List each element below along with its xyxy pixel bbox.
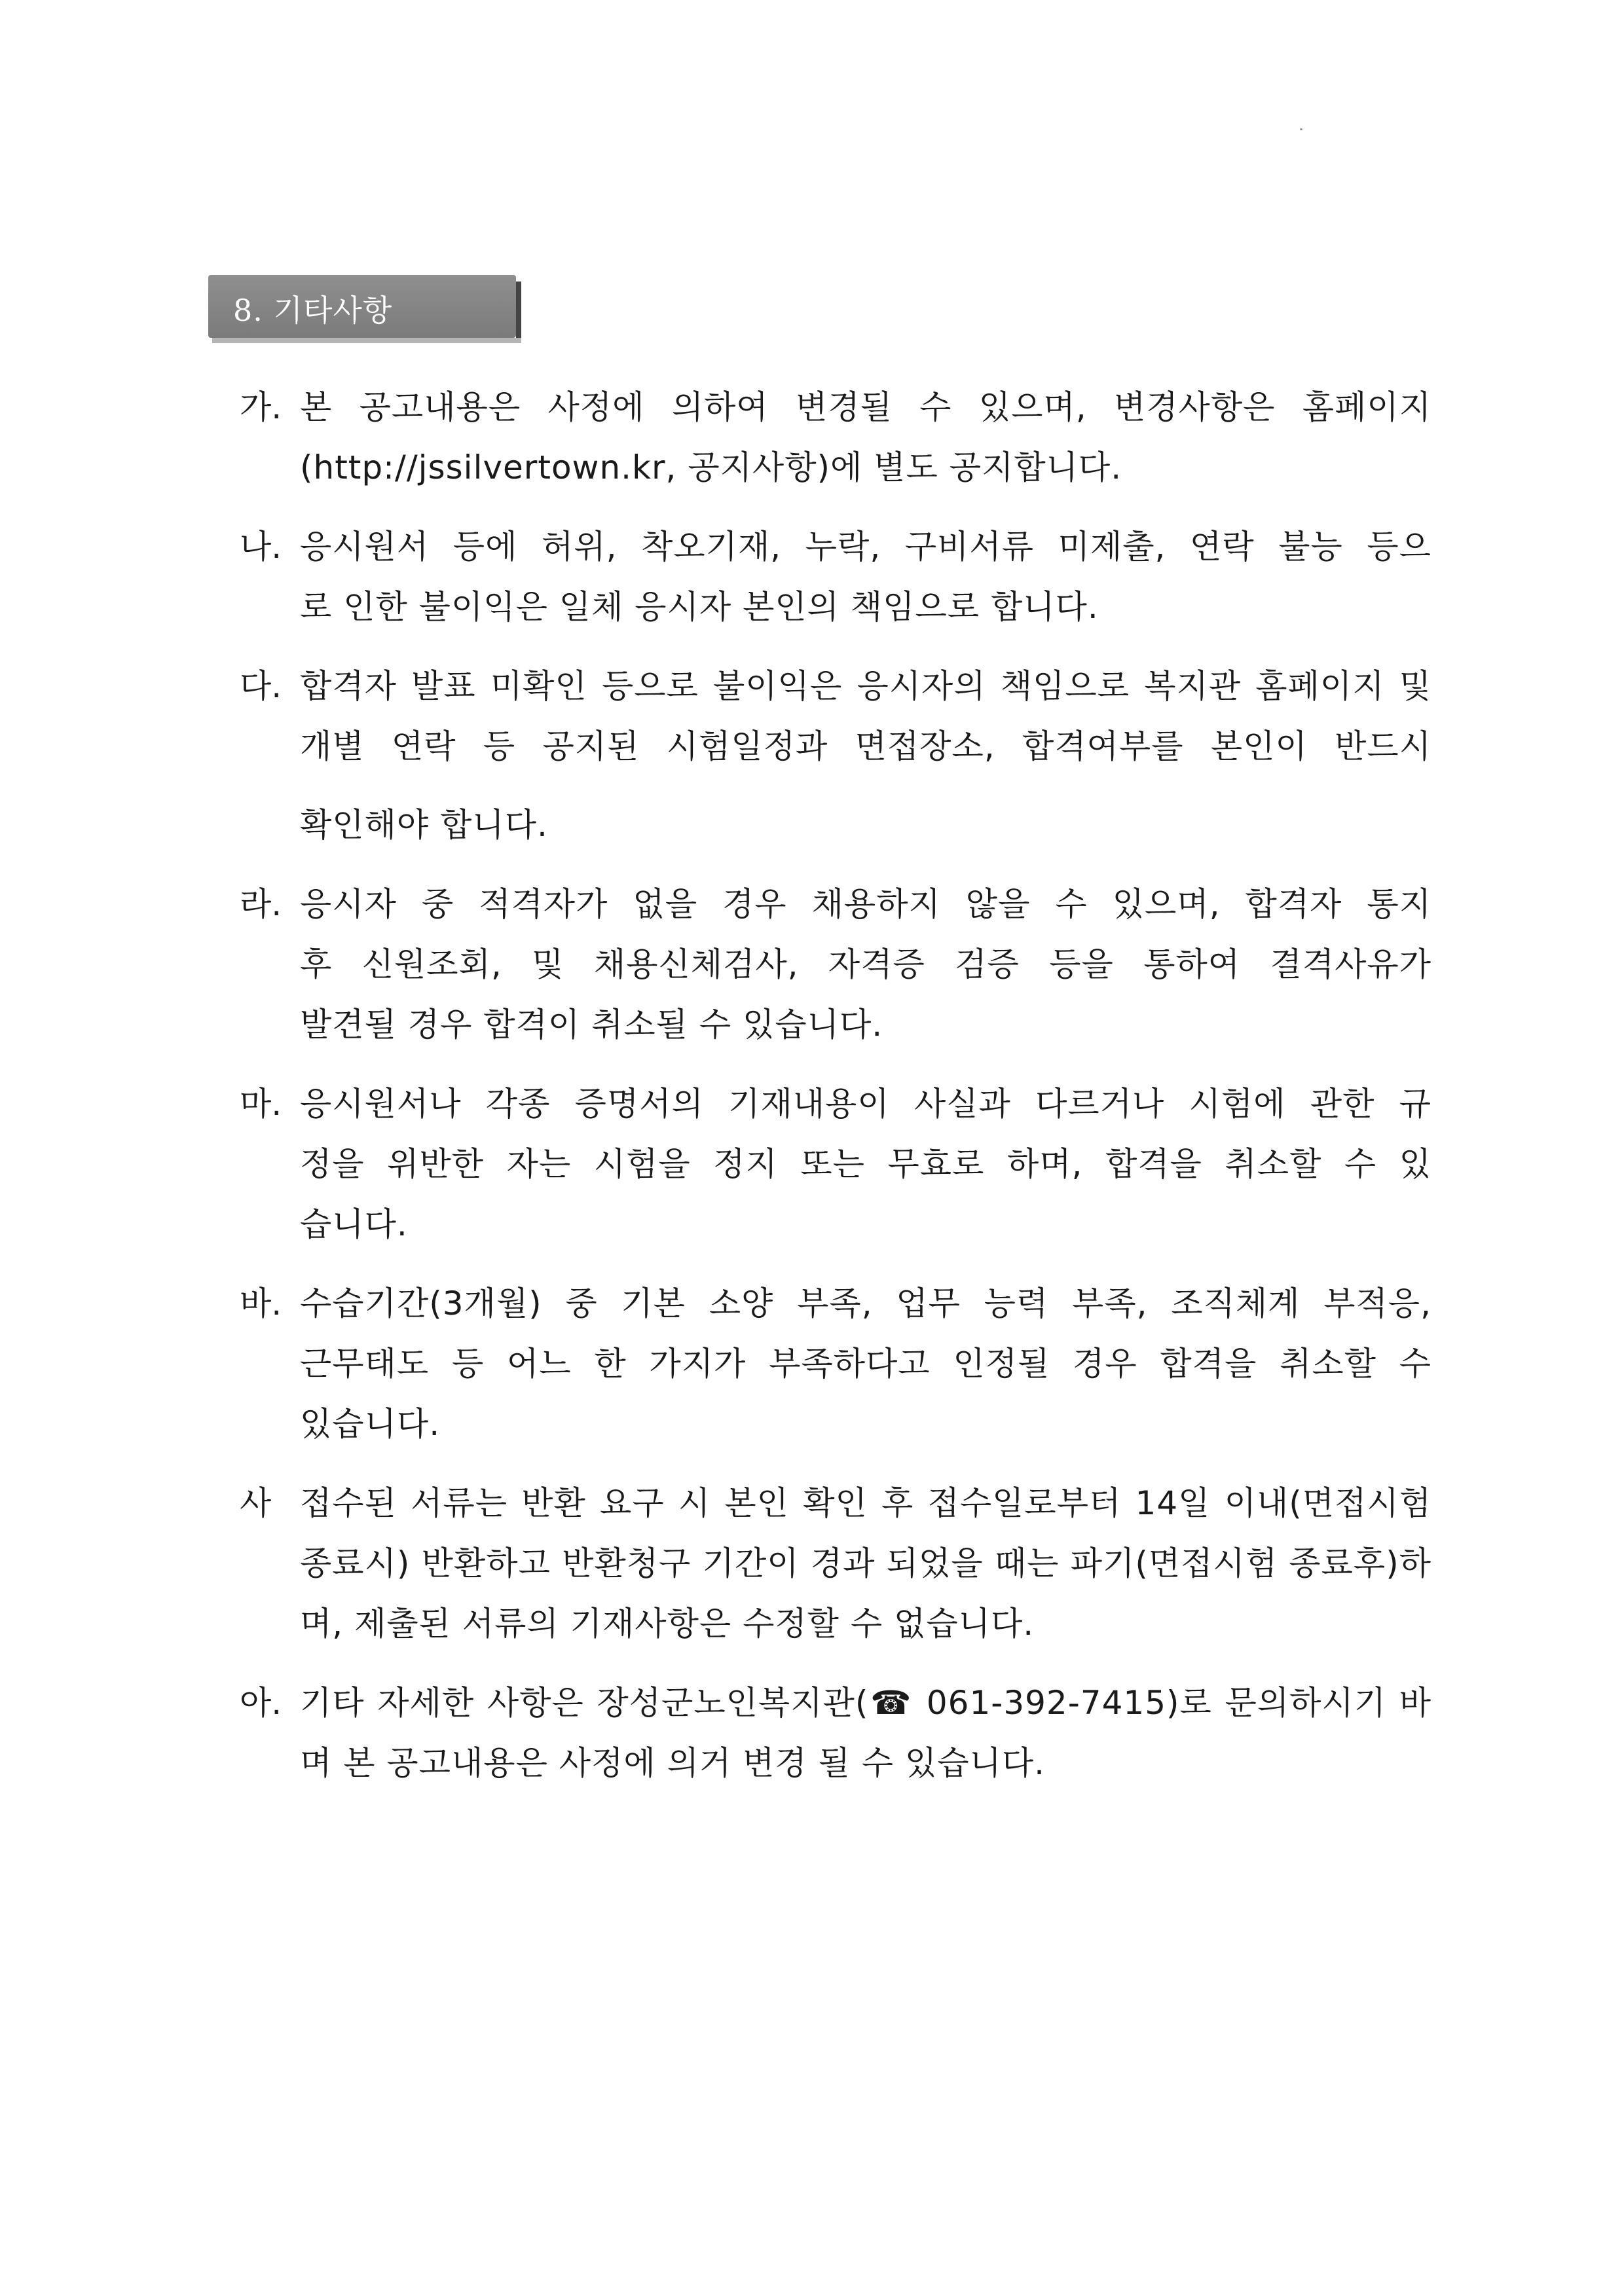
item-line: (http://jssilvertown.kr, 공지사항)에 별도 공지합니다.: [300, 448, 1122, 486]
item-marker: 라.: [240, 885, 282, 923]
scan-artifact-dot: [1300, 128, 1302, 130]
item-marker: 가.: [240, 388, 282, 426]
item-marker: 나.: [240, 528, 282, 566]
list-item-na: [240, 517, 1431, 637]
item-line: 접수된 서류는 반환 요구 시 본인 확인 후 접수일로부터 14일 이내(면접시험: [300, 1484, 1431, 1522]
list-item-ga: [240, 377, 1431, 498]
item-line: 응시원서나 각종 증명서의 기재내용이 사실과 다르거나 시험에 관한 규: [300, 1085, 1431, 1123]
section-title: 8. 기타사항: [233, 293, 393, 328]
item-line: 발견될 경우 합격이 취소될 수 있습니다.: [300, 1006, 883, 1044]
item-line: 본 공고내용은 사정에 의하여 변경될 수 있으며, 변경사항은 홈페이지: [300, 388, 1431, 426]
item-line: 후 신원조회, 및 채용신체검사, 자격증 검증 등을 통하여 결격사유가: [300, 945, 1431, 983]
header-shadow-bottom: [212, 338, 521, 343]
item-marker: 아.: [240, 1684, 282, 1722]
item-line: 근무태도 등 어느 한 가지가 부족하다고 인정될 경우 합격을 취소할 수: [300, 1345, 1431, 1383]
item-line: 습니다.: [300, 1205, 408, 1243]
item-line: 수습기간(3개월) 중 기본 소양 부족, 업무 능력 부족, 조직체계 부적응,: [300, 1285, 1431, 1322]
notice-list: [240, 377, 1431, 1812]
item-line: 정을 위반한 자는 시험을 정지 또는 무효로 하며, 합격을 취소할 수 있: [300, 1145, 1431, 1183]
item-line: 며 본 공고내용은 사정에 의거 변경 될 수 있습니다.: [300, 1744, 1046, 1782]
item-line: 합격자 발표 미확인 등으로 불이익은 응시자의 책임으로 복지관 홈페이지 및: [300, 667, 1431, 705]
item-marker: 다.: [240, 667, 282, 705]
list-item-ba: [240, 1273, 1431, 1454]
item-line: 확인해야 합니다.: [300, 806, 548, 844]
item-line: 며, 제출된 서류의 기재사항은 수정할 수 없습니다.: [300, 1605, 1035, 1643]
list-item-ra: [240, 874, 1431, 1055]
item-line: 개별 연락 등 공지된 시험일정과 면접장소, 합격여부를 본인이 반드시: [300, 727, 1431, 765]
item-line: 종료시) 반환하고 반환청구 기간이 경과 되었을 때는 파기(면접시험 종료후)하: [300, 1544, 1431, 1582]
item-line: 로 인한 불이익은 일체 응시자 본인의 책임으로 합니다.: [300, 588, 1099, 626]
header-shadow-right: [516, 282, 521, 343]
list-item-ma: [240, 1074, 1431, 1254]
item-marker: 사: [240, 1484, 272, 1522]
list-item-sa: [240, 1473, 1431, 1654]
item-marker: 바.: [240, 1285, 282, 1322]
item-line: 있습니다.: [300, 1405, 441, 1443]
list-item-da: [240, 656, 1431, 855]
item-marker: 마.: [240, 1085, 282, 1123]
item-line: 기타 자세한 사항은 장성군노인복지관(☎ 061-392-7415)로 문의하시기 바: [300, 1684, 1431, 1722]
section-header: [208, 275, 524, 346]
item-line: 응시원서 등에 허위, 착오기재, 누락, 구비서류 미제출, 연락 불능 등으: [300, 528, 1431, 566]
list-item-a: [240, 1673, 1431, 1793]
item-line: 응시자 중 적격자가 없을 경우 채용하지 않을 수 있으며, 합격자 통지: [300, 885, 1431, 923]
